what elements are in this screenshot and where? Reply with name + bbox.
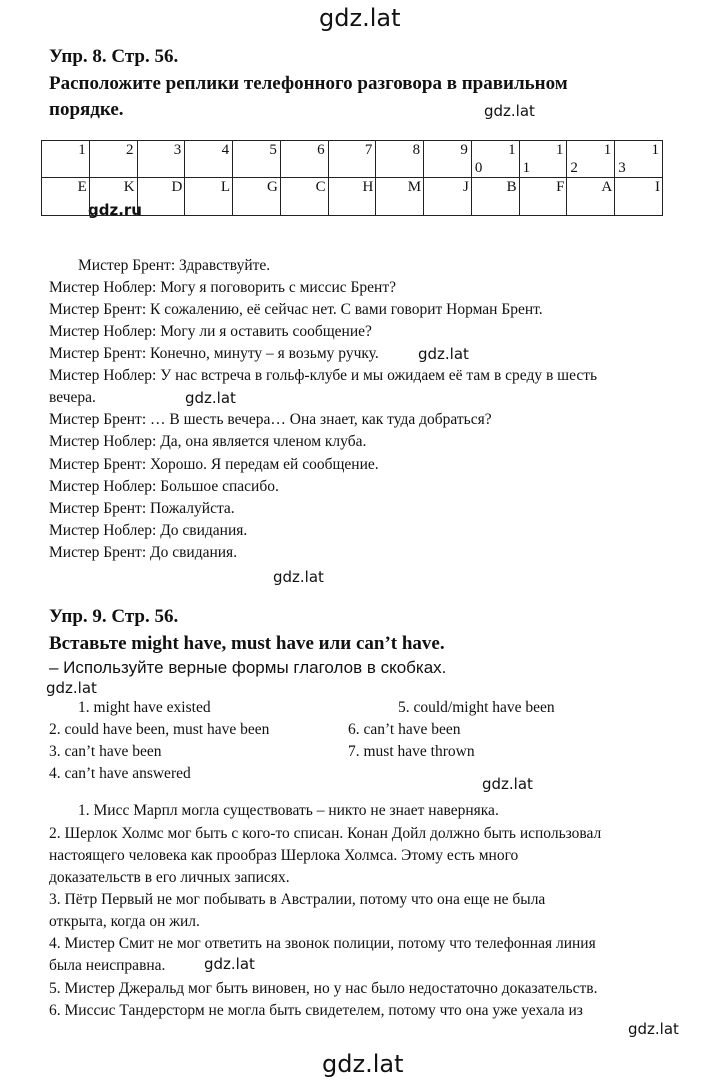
- dialogue-line: Мистер Брент: Конечно, минуту – я возьму ручку.: [49, 345, 379, 362]
- table-cell: [615, 141, 663, 178]
- answer-table-letter-row: [42, 178, 663, 216]
- answer-item: 2. could have been, must have been: [49, 721, 270, 738]
- dialogue-line: Мистер Ноблер: Могу я поговорить с миссис Брент?: [49, 279, 396, 296]
- cell-letter: D: [171, 179, 183, 195]
- watermark: gdz.lat: [418, 345, 469, 363]
- table-cell: [89, 141, 137, 178]
- dialogue-line: вечера.: [49, 389, 96, 406]
- table-cell: [567, 178, 615, 216]
- cell-number: 1: [555, 142, 564, 158]
- cell-letter: I: [655, 179, 660, 195]
- cell-number: 4: [221, 142, 230, 158]
- watermark: gdz.lat: [482, 775, 533, 793]
- translation-line: 2. Шерлок Холмс мог быть с кого-то списан. Конан Дойл должно быть использовал: [49, 825, 602, 842]
- cell-number: 7: [364, 142, 373, 158]
- cell-letter: F: [556, 179, 565, 195]
- table-cell: [424, 178, 472, 216]
- cell-letter: B: [506, 179, 517, 195]
- cell-number: 1: [78, 142, 86, 158]
- answer-table-number-row: [42, 141, 663, 178]
- ex9-instruction: Вставьте might have, must have или can’t have.: [49, 633, 445, 654]
- dialogue-line: Мистер Брент: … В шесть вечера… Она знает, как туда добраться?: [49, 411, 492, 428]
- ex8-heading: Упр. 8. Стр. 56.: [49, 46, 179, 67]
- cell-letter: E: [77, 179, 87, 195]
- answer-item: 3. can’t have been: [49, 743, 162, 760]
- watermark: gdz.lat: [204, 955, 255, 973]
- translation-line: 1. Мисс Марпл могла существовать – никто не знает наверняка.: [78, 802, 499, 819]
- table-cell: [424, 141, 472, 178]
- dialogue-line: Мистер Брент: Хорошо. Я передам ей сообщение.: [49, 456, 379, 473]
- cell-number: 8: [412, 142, 421, 158]
- table-cell: [376, 178, 424, 216]
- watermark: gdz.lat: [185, 389, 236, 407]
- answer-item: 7. must have thrown: [348, 743, 475, 760]
- translation-line: 5. Мистер Джеральд мог быть виновен, но у нас было недостаточно доказательств.: [49, 980, 598, 997]
- answer-table: [41, 140, 663, 216]
- watermark-top: gdz.lat: [319, 4, 401, 32]
- dialogue-line: Мистер Ноблер: Могу ли я оставить сообщение?: [49, 323, 372, 340]
- table-cell: [519, 141, 567, 178]
- translation-line: была неисправна.: [49, 957, 166, 974]
- watermark: gdz.lat: [273, 568, 324, 586]
- table-cell: [89, 178, 137, 216]
- table-cell: [137, 141, 185, 178]
- cell-number: 1: [651, 142, 659, 158]
- ex8-instruction-cont: порядке.: [49, 99, 124, 120]
- watermark-bottom: gdz.lat: [322, 1050, 404, 1078]
- ex9-heading: Упр. 9. Стр. 56.: [49, 606, 179, 627]
- table-cell: [615, 178, 663, 216]
- watermark: gdz.lat: [46, 679, 97, 697]
- table-cell: [280, 178, 328, 216]
- dialogue-line: Мистер Брент: Пожалуйста.: [49, 500, 235, 517]
- cell-letter: C: [315, 179, 326, 195]
- table-cell: [185, 178, 233, 216]
- dialogue-line: Мистер Ноблер: Большое спасибо.: [49, 478, 279, 495]
- translation-line: доказательств в его личных записях.: [49, 869, 290, 886]
- translation-line: настоящего человека как прообраз Шерлока Холмса. Этому есть много: [49, 847, 519, 864]
- cell-number-wrap: 3: [618, 160, 626, 176]
- dialogue-line: Мистер Ноблер: До свидания.: [49, 522, 248, 539]
- table-cell: [471, 178, 519, 216]
- answer-item: 4. can’t have answered: [49, 765, 191, 782]
- table-cell: [233, 178, 281, 216]
- translation-line: 4. Мистер Смит не мог ответить на звонок полиции, потому что телефонная линия: [49, 935, 596, 952]
- dialogue-line: Мистер Ноблер: У нас встреча в гольф-клубе и мы ожидаем её там в среду в шесть: [49, 367, 598, 384]
- cell-number: 1: [508, 142, 516, 158]
- cell-letter: M: [407, 179, 422, 195]
- table-cell: [185, 141, 233, 178]
- table-cell: [137, 178, 185, 216]
- cell-letter: H: [362, 179, 374, 195]
- table-cell: [567, 141, 615, 178]
- cell-number: 1: [603, 142, 612, 158]
- cell-letter: J: [463, 179, 469, 195]
- cell-number-wrap: 1: [522, 160, 531, 176]
- table-cell: [233, 141, 281, 178]
- table-cell: [42, 178, 90, 216]
- cell-number-wrap: 2: [570, 160, 578, 176]
- cell-letter: G: [266, 179, 278, 195]
- cell-number: 3: [173, 142, 182, 158]
- table-cell: [519, 178, 567, 216]
- cell-number-wrap: 0: [474, 160, 483, 176]
- translation-line: 3. Пётр Первый не мог побывать в Австралии, потому что она еще не была: [49, 891, 546, 908]
- dialogue-line: Мистер Брент: К сожалению, её сейчас нет. С вами говорит Норман Брент.: [49, 301, 543, 318]
- cell-number: 2: [126, 142, 134, 158]
- ex9-subinstruction: – Используйте верные формы глаголов в скобках.: [49, 658, 447, 677]
- answer-item: 6. can’t have been: [348, 721, 461, 738]
- table-cell: [280, 141, 328, 178]
- cell-letter: K: [123, 179, 135, 195]
- answer-item: 1. might have existed: [78, 699, 211, 716]
- dialogue-line: Мистер Брент: Здравствуйте.: [78, 257, 271, 274]
- table-cell: [328, 141, 376, 178]
- cell-letter: A: [601, 179, 613, 195]
- ex8-instruction: Расположите реплики телефонного разговора в правильном: [49, 73, 568, 94]
- table-cell: [471, 141, 519, 178]
- dialogue-line: Мистер Ноблер: Да, она является членом клуба.: [49, 433, 367, 450]
- watermark: gdz.lat: [628, 1020, 679, 1038]
- cell-letter: L: [220, 179, 231, 195]
- table-cell: [328, 178, 376, 216]
- answer-item: 5. could/might have been: [398, 699, 555, 716]
- translation-line: 6. Миссис Тандерсторм не могла быть свидетелем, потому что она уже уехала из: [49, 1002, 583, 1019]
- cell-number: 9: [460, 142, 468, 158]
- table-cell: [42, 141, 90, 178]
- table-cell: [376, 141, 424, 178]
- cell-number: 6: [317, 142, 325, 158]
- watermark-ru: gdz.ru: [88, 201, 142, 219]
- watermark: gdz.lat: [484, 102, 535, 120]
- dialogue-line: Мистер Брент: До свидания.: [49, 544, 238, 561]
- translation-line: открыта, когда он жил.: [49, 913, 200, 930]
- cell-number: 5: [269, 142, 277, 158]
